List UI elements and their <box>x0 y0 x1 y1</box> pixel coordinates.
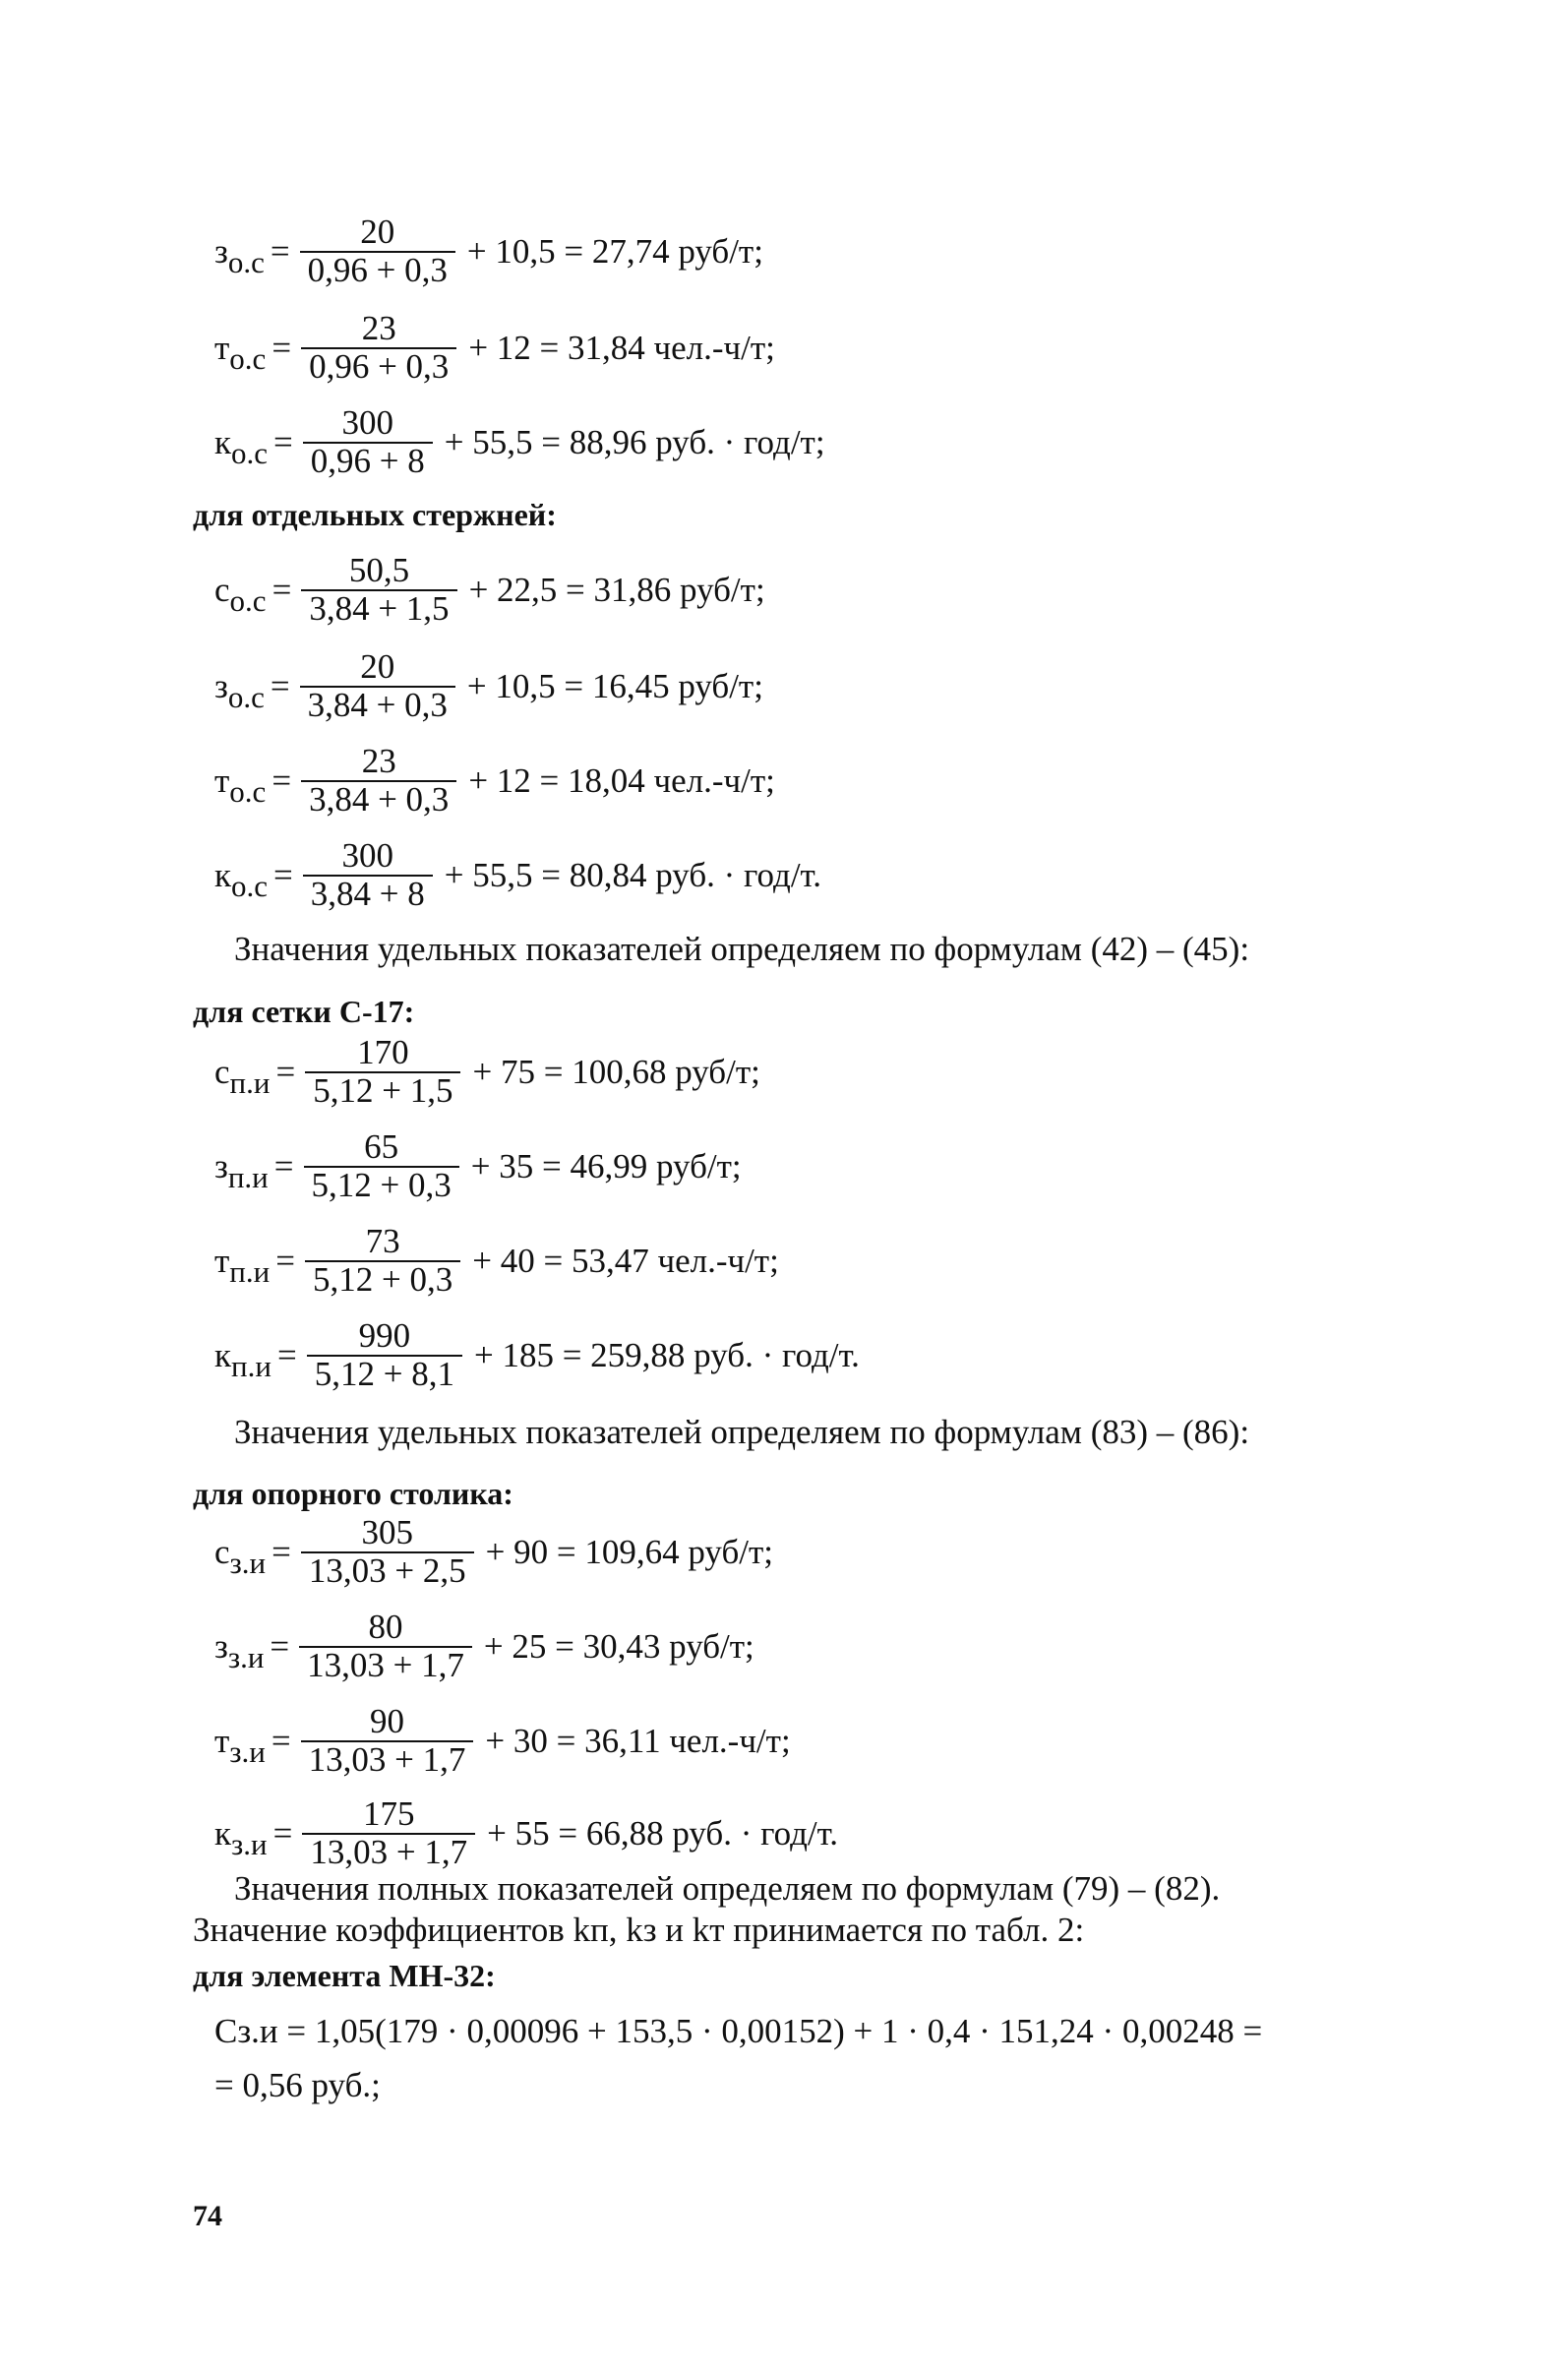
paragraph-specific-42-45: Значения удельных показателей определяем по формулам (42) – (45): <box>234 930 1250 968</box>
equation-z-oc-2: з о.с = $\frac{20}{3,84 + 0,3}$ + 10,5 = 16,45 руб/т; <box>214 647 763 724</box>
fraction: $\frac{73}{5,12 + 0,3}$ <box>305 1224 460 1299</box>
equation-k-oc-1: к о.с = $\frac{300}{0,96 + 8}$ + 55,5 = 88,96 руб. · год/т; <box>214 403 825 480</box>
equation-t-pi: т п.и = $\frac{73}{5,12 + 0,3}$ + 40 = 53,47 чел.-ч/т; <box>214 1222 779 1299</box>
fraction: $\frac{23}{0,96 + 0,3}$ <box>301 311 456 386</box>
fraction: $\frac{90}{13,03 + 1,7}$ <box>301 1704 474 1779</box>
equation-t-oc-2: т о.с = $\frac{23}{3,84 + 0,3}$ + 12 = 18,04 чел.-ч/т; <box>214 742 775 819</box>
fraction: $\frac{20}{0,96 + 0,3}$ <box>300 214 455 289</box>
equation-lhs: з о.с <box>214 231 265 279</box>
fraction: $\frac{300}{0,96 + 8}$ <box>303 405 433 480</box>
fraction: $\frac{23}{3,84 + 0,3}$ <box>301 744 456 819</box>
fraction: $\frac{170}{5,12 + 1,5}$ <box>305 1035 460 1110</box>
paragraph-specific-83-86: Значения удельных показателей определяем по формулам (83) – (86): <box>234 1413 1250 1451</box>
equation-lhs: к з.и <box>214 1813 268 1861</box>
equation-c-zi-result: = 0,56 руб.; <box>214 2066 381 2104</box>
page-number: 74 <box>193 2200 222 2232</box>
equation-z-pi: з п.и = $\frac{65}{5,12 + 0,3}$ + 35 = 46,99 руб/т; <box>214 1127 742 1204</box>
fraction: $\frac{305}{13,03 + 2,5}$ <box>301 1515 474 1590</box>
equation-lhs: т о.с <box>214 760 267 809</box>
equation-t-zi: т з.и = $\frac{90}{13,03 + 1,7}$ + 30 = 36,11 чел.-ч/т; <box>214 1702 791 1779</box>
fraction: $\frac{300}{3,84 + 8}$ <box>303 838 433 913</box>
equation-c-pi: с п.и = $\frac{170}{5,12 + 1,5}$ + 75 = 100,68 руб/т; <box>214 1033 760 1110</box>
equation-z-zi: з з.и = $\frac{80}{13,03 + 1,7}$ + 25 = 30,43 руб/т; <box>214 1608 754 1684</box>
paragraph-full-79-82: Значения полных показателей определяем по формулам (79) – (82). <box>234 1869 1221 1908</box>
heading-separate-rods: для отдельных стержней: <box>193 497 557 532</box>
equation-lhs: т п.и <box>214 1241 271 1289</box>
heading-element-mn32: для элемента МН-32: <box>193 1958 496 1993</box>
equation-lhs: к о.с <box>214 855 269 903</box>
equation-lhs: с о.с <box>214 570 267 618</box>
heading-mesh-c17: для сетки С-17: <box>193 994 415 1029</box>
fraction: $\frac{50,5}{3,84 + 1,5}$ <box>301 553 456 628</box>
equation-lhs: з п.и <box>214 1146 269 1194</box>
equation-lhs: т з.и <box>214 1721 266 1769</box>
equation-lhs: с п.и <box>214 1052 271 1100</box>
equation-lhs: з о.с <box>214 666 265 714</box>
equation-k-oc-2: к о.с = $\frac{300}{3,84 + 8}$ + 55,5 = 80,84 руб. · год/т. <box>214 836 821 913</box>
equation-lhs: т о.с <box>214 328 267 376</box>
fraction: $\frac{20}{3,84 + 0,3}$ <box>300 649 455 724</box>
equation-c-zi-full: Сз.и = 1,05(179 · 0,00096 + 153,5 · 0,00152) + 1 · 0,4 · 151,24 · 0,00248 = <box>214 2012 1263 2050</box>
equation-k-pi: к п.и = $\frac{990}{5,12 + 8,1}$ + 185 = 259,88 руб. · год/т. <box>214 1316 860 1393</box>
equation-lhs: к п.и <box>214 1335 271 1383</box>
heading-support-table: для опорного столика: <box>193 1476 513 1511</box>
paragraph-coefficients: Значение коэффициентов kп, kз и kт принимается по табл. 2: <box>193 1911 1085 1949</box>
fraction: $\frac{65}{5,12 + 0,3}$ <box>304 1129 459 1204</box>
equation-t-oc-1: т о.с = $\frac{23}{0,96 + 0,3}$ + 12 = 31,84 чел.-ч/т; <box>214 309 775 386</box>
equation-lhs: к о.с <box>214 422 269 470</box>
equation-z-oc-1: з о.с = $\frac{20}{0,96 + 0,3}$ + 10,5 = 27,74 руб/т; <box>214 213 763 289</box>
fraction: $\frac{175}{13,03 + 1,7}$ <box>302 1796 475 1871</box>
equation-lhs: с з.и <box>214 1532 267 1580</box>
equation-k-zi: к з.и = $\frac{175}{13,03 + 1,7}$ + 55 = 66,88 руб. · год/т. <box>214 1794 839 1871</box>
fraction: $\frac{80}{13,03 + 1,7}$ <box>299 1610 472 1684</box>
fraction: $\frac{990}{5,12 + 8,1}$ <box>307 1318 462 1393</box>
equation-c-oc-2: с о.с = $\frac{50,5}{3,84 + 1,5}$ + 22,5 = 31,86 руб/т; <box>214 551 765 628</box>
equation-c-zi: с з.и = $\frac{305}{13,03 + 2,5}$ + 90 = 109,64 руб/т; <box>214 1513 773 1590</box>
equation-lhs: з з.и <box>214 1626 265 1674</box>
